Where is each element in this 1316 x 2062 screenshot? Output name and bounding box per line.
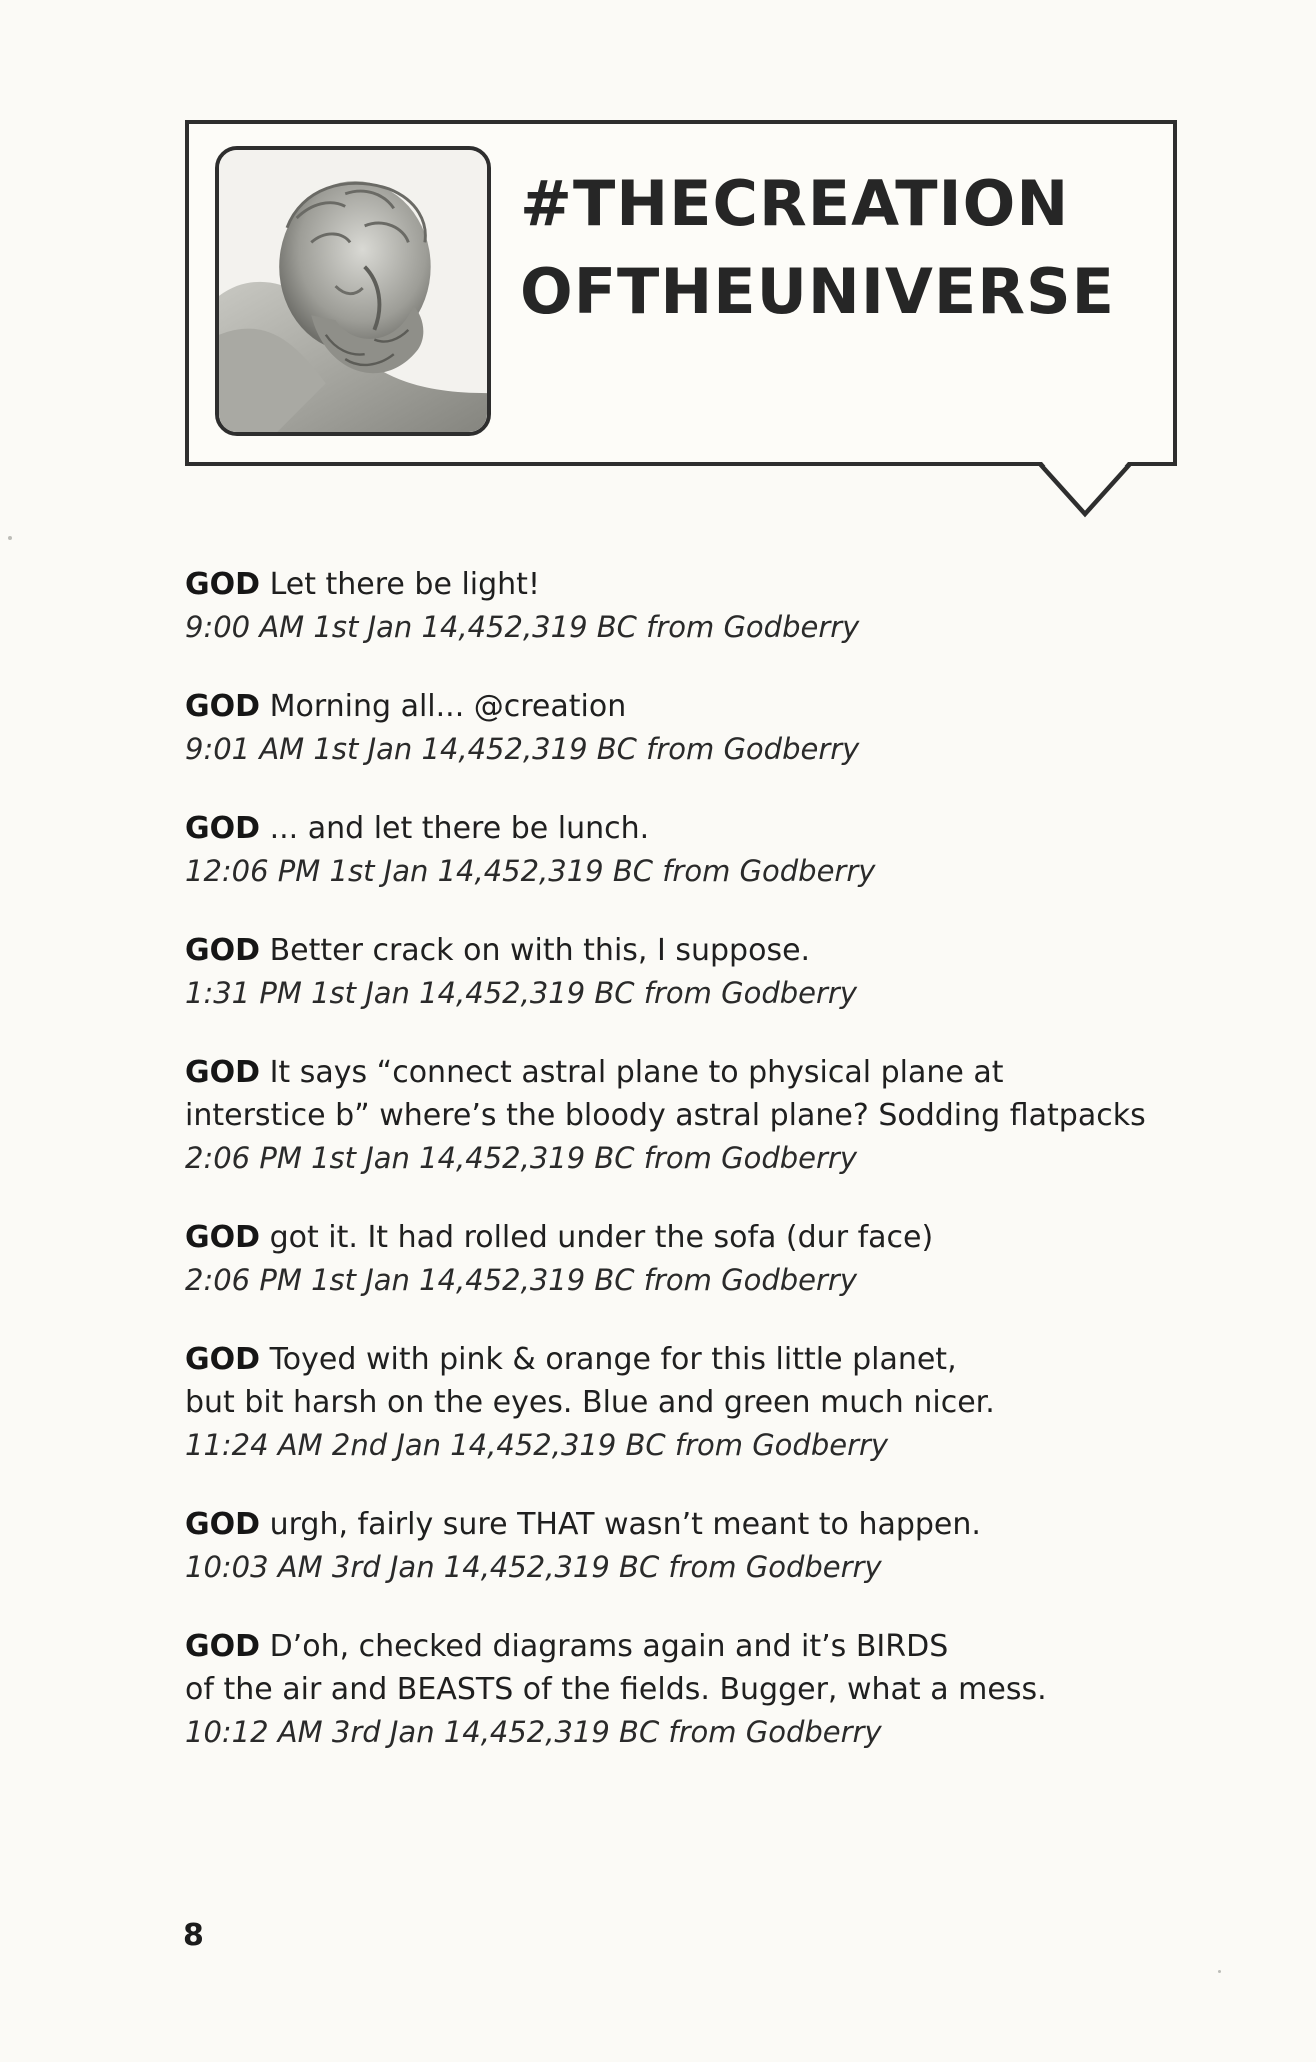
post-text: D’oh, checked diagrams again and it’s BIRDS of the air and BEASTS of the fields. Bugger, what a mess. — [185, 1629, 1047, 1707]
post-timestamp: 2:06 PM 1st Jan 14,452,319 BC from Godberry — [185, 1263, 857, 1297]
post-item — [185, 563, 1185, 649]
page-number: 8 — [183, 1918, 204, 1953]
post-timestamp: 12:06 PM 1st Jan 14,452,319 BC from Godberry — [185, 854, 876, 888]
post-author: GOD — [185, 1342, 261, 1377]
page-title-line-1: #THECREATION — [520, 167, 1070, 240]
post-item — [185, 1625, 1185, 1754]
post-author: GOD — [185, 1055, 261, 1090]
post-author: GOD — [185, 689, 261, 724]
post-timestamp: 10:12 AM 3rd Jan 14,452,319 BC from Godberry — [185, 1715, 882, 1749]
post-item — [185, 1503, 1185, 1589]
post-text: It says “connect astral plane to physical plane at interstice b” where’s the bloody astral plane? Sodding flatpacks — [185, 1055, 1146, 1133]
statue-bust-icon — [219, 150, 487, 432]
avatar — [215, 146, 491, 436]
post-text: urgh, fairly sure THAT wasn’t meant to happen. — [269, 1507, 981, 1542]
post-author: GOD — [185, 1507, 261, 1542]
post-item — [185, 929, 1185, 1015]
post-timestamp: 9:00 AM 1st Jan 14,452,319 BC from Godberry — [185, 610, 860, 644]
post-timestamp: 1:31 PM 1st Jan 14,452,319 BC from Godberry — [185, 976, 857, 1010]
post-feed — [185, 563, 1185, 1790]
speech-bubble-tail — [1040, 462, 1130, 518]
post-text: Morning all... @creation — [269, 689, 627, 724]
post-timestamp: 10:03 AM 3rd Jan 14,452,319 BC from Godberry — [185, 1550, 882, 1584]
page-title-line-2: OFTHEUNIVERSE — [520, 255, 1115, 328]
post-timestamp: 2:06 PM 1st Jan 14,452,319 BC from Godberry — [185, 1141, 857, 1175]
post-author: GOD — [185, 1629, 261, 1664]
post-author: GOD — [185, 811, 261, 846]
post-author: GOD — [185, 933, 261, 968]
post-author: GOD — [185, 567, 261, 602]
paper-speck — [1218, 1970, 1221, 1973]
post-text: Better crack on with this, I suppose. — [269, 933, 811, 968]
post-text: Let there be light! — [269, 567, 540, 602]
page-title — [520, 160, 1160, 336]
post-item — [185, 1051, 1185, 1180]
post-item — [185, 685, 1185, 771]
post-timestamp: 9:01 AM 1st Jan 14,452,319 BC from Godberry — [185, 732, 860, 766]
post-text: ... and let there be lunch. — [269, 811, 650, 846]
post-text: got it. It had rolled under the sofa (dur face) — [269, 1220, 934, 1255]
post-text: Toyed with pink & orange for this little planet, but bit harsh on the eyes. Blue and green much nicer. — [185, 1342, 995, 1420]
post-author: GOD — [185, 1220, 261, 1255]
post-item — [185, 1216, 1185, 1302]
paper-speck — [8, 536, 12, 540]
post-timestamp: 11:24 AM 2nd Jan 14,452,319 BC from Godberry — [185, 1428, 889, 1462]
post-item — [185, 807, 1185, 893]
post-item — [185, 1338, 1185, 1467]
